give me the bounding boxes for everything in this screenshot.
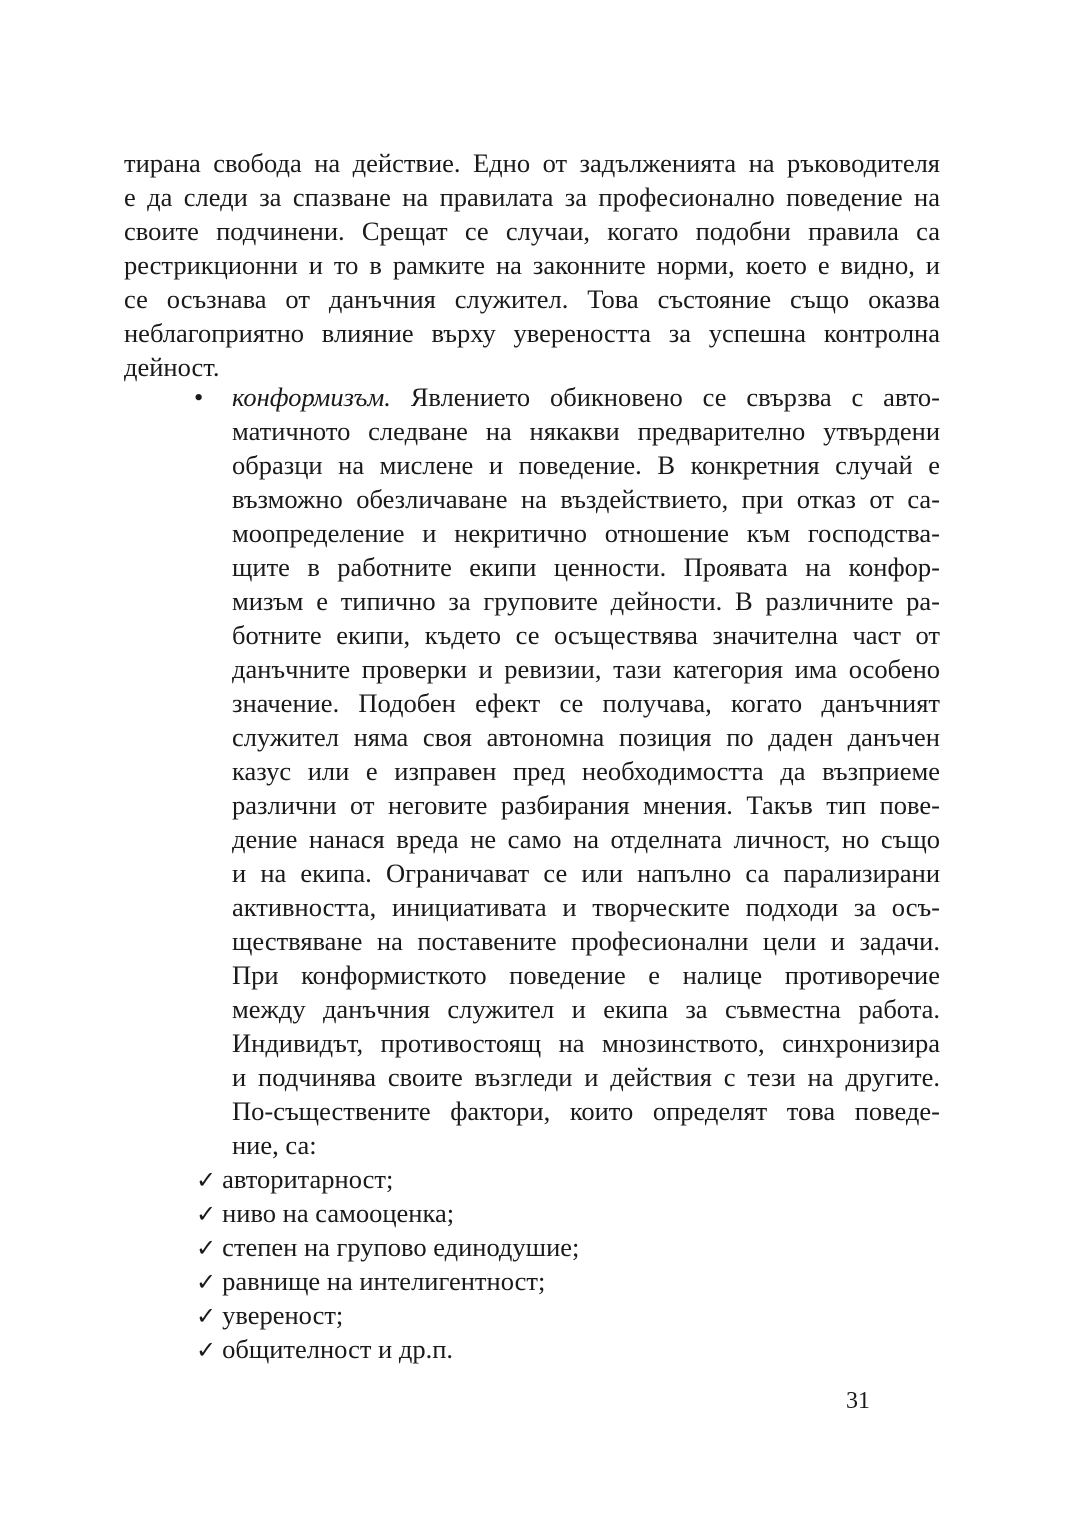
check-icon: ✓	[196, 1200, 217, 1228]
text-line: значение. Подобен ефект се получава, когато данъчният	[232, 688, 940, 718]
list-item	[196, 1230, 579, 1265]
text-line: дение нанася вреда не само на отделната личност, но също	[232, 824, 940, 854]
list-item-text: степен на групово единодушие;	[222, 1232, 580, 1262]
list-item	[196, 1264, 545, 1299]
check-icon: ✓	[196, 1234, 217, 1262]
list-item-text: равнище на интелигентност;	[222, 1266, 546, 1296]
list-item	[196, 1196, 454, 1231]
text-line: своите подчинени. Срещат се случаи, когато подобни правила са	[124, 216, 940, 246]
text-line: казус или е изправен пред необходимостта да възприеме	[232, 756, 940, 786]
list-item-text: авторитарност;	[222, 1164, 394, 1194]
bullet-first-line	[232, 380, 940, 414]
check-icon: ✓	[196, 1302, 217, 1330]
text-line: между данъчния служител и екипа за съвместна работа.	[232, 994, 940, 1024]
list-item	[196, 1162, 393, 1197]
list-item-text: ниво на самооценка;	[222, 1198, 455, 1228]
text-line: моопределение и некритично отношение към господства-	[232, 518, 940, 548]
list-item	[196, 1298, 343, 1333]
text-line: мизъм е типично за груповите дейности. В различните ра-	[232, 586, 940, 616]
check-icon: ✓	[196, 1268, 217, 1296]
text-fragment: Явлението обикновено се свързва с авто-	[410, 382, 940, 412]
term-conformism: конформизъм.	[232, 382, 391, 412]
text-line: и подчинява своите възгледи и действия с тези на другите.	[232, 1062, 940, 1092]
text-line: ботните екипи, където се осъществява значителна част от	[232, 620, 940, 650]
text-line: данъчните проверки и ревизии, тази категория има особено	[232, 654, 940, 684]
text-line: активността, инициативата и творческите подходи за осъ-	[232, 892, 940, 922]
text-line: матичното следване на някакви предварително утвърдени	[232, 416, 940, 446]
text-line: рестрикционни и то в рамките на законните норми, което е видно, и	[124, 250, 940, 280]
text-line: служител няма своя автономна позиция по даден данъчен	[232, 722, 940, 752]
text-line: различни от неговите разбирания мнения. Такъв тип пове-	[232, 790, 940, 820]
page-number: 31	[846, 1388, 870, 1414]
text-line: тирана свобода на действие. Едно от задълженията на ръководителя	[124, 148, 940, 178]
text-line: и на екипа. Ограничават се или напълно са парализирани	[232, 858, 940, 888]
list-item-text: общителност и др.п.	[222, 1334, 454, 1364]
text-line: По-съществените фактори, които определят това поведе-	[232, 1096, 940, 1126]
text-line: възможно обезличаване на въздействието, при отказ от са-	[232, 484, 940, 514]
text-line: ние, са:	[232, 1130, 317, 1160]
check-icon: ✓	[196, 1166, 217, 1194]
text-line: Индивидът, противостоящ на мнозинството, синхронизира	[232, 1028, 940, 1058]
text-line: образци на мислене и поведение. В конкретния случай е	[232, 450, 940, 480]
list-item-text: увереност;	[222, 1300, 344, 1330]
check-icon: ✓	[196, 1336, 217, 1364]
list-item	[196, 1332, 453, 1367]
text-line: е да следи за спазване на правилата за професионално поведение на	[124, 182, 940, 212]
text-line: При конформисткото поведение е налице противоречие	[232, 960, 940, 990]
text-line: ществяване на поставените професионални цели и задачи.	[232, 926, 940, 956]
text-line: щите в работните екипи ценности. Проявата на конфор-	[232, 552, 940, 582]
text-line: се осъзнава от данъчния служител. Това състояние също оказва	[124, 284, 940, 314]
text-line: дейност.	[124, 352, 220, 382]
bullet-icon: •	[194, 382, 204, 412]
text-line: неблагоприятно влияние върху увереността за успешна контролна	[124, 318, 940, 348]
